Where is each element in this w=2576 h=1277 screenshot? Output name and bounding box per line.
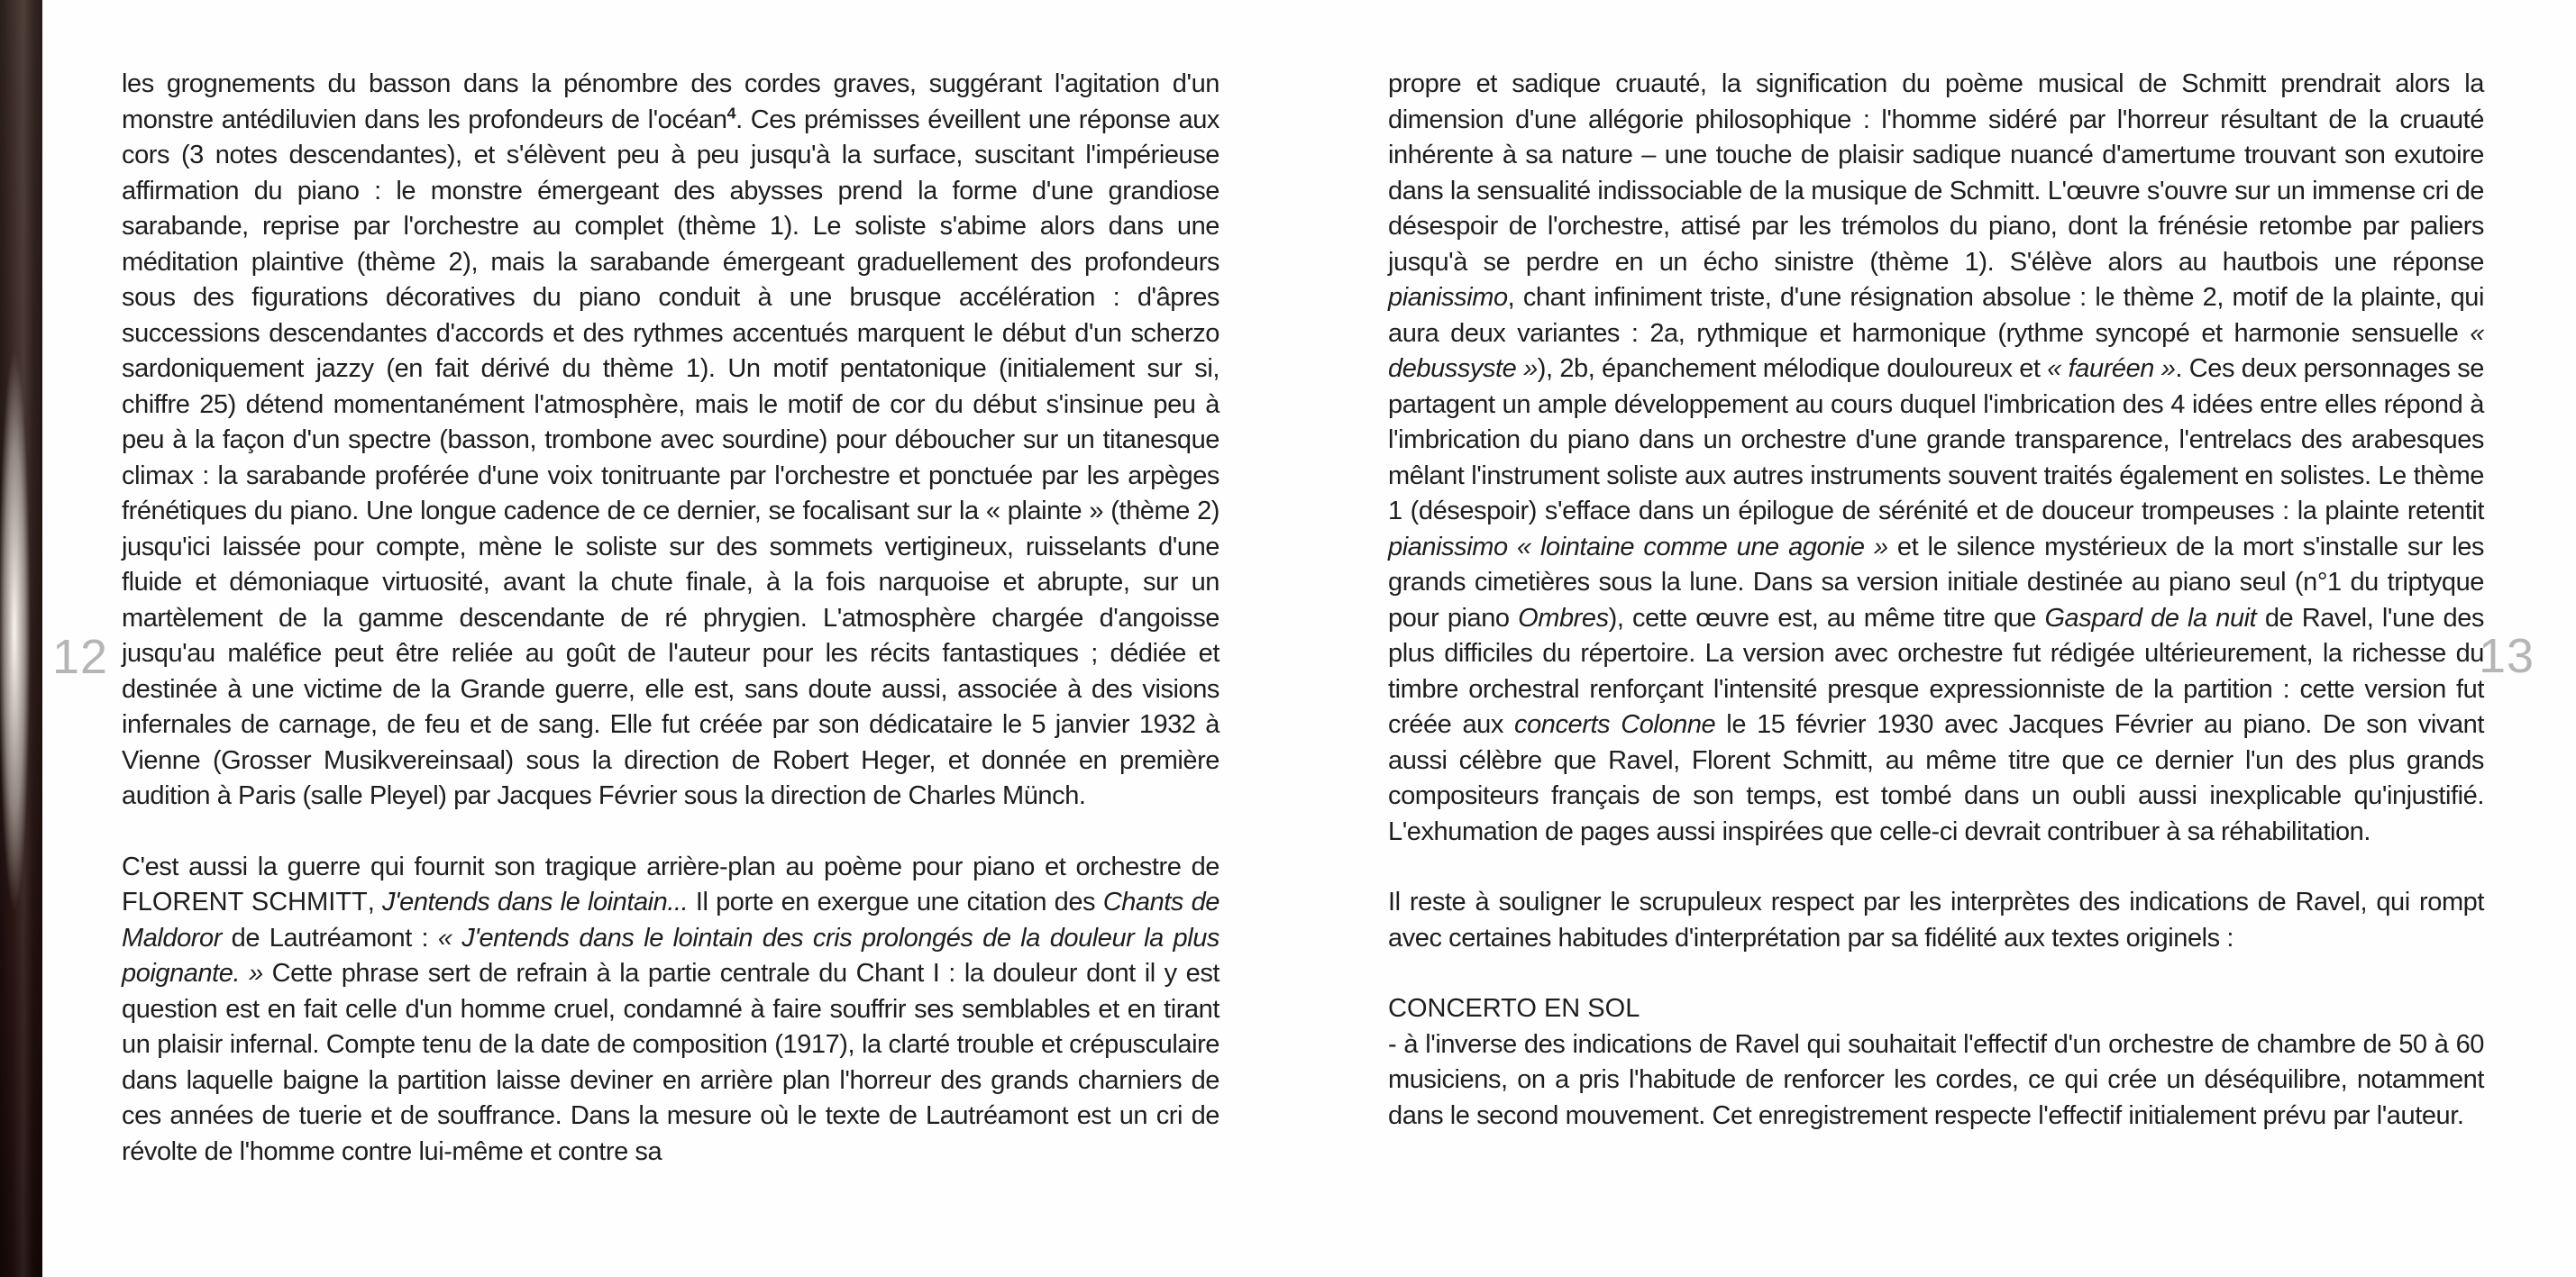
text-segment: le 15 février 1930 avec Jacques Février au piano. De son vivant aussi célèbre que Ravel, Florent Schmitt, au même titre que ce dernier l'un des plus grands compositeurs français de son temps, est tombé dans un oubli aussi inexplicable qu'injustifié. L'exhumation de pages aussi inspirées que celle-ci devrait contribuer à sa réhabilitation.: [1388, 710, 2484, 846]
page-number-left: 12: [52, 630, 109, 684]
text-segment: . Ces prémisses éveillent une réponse aux cors (3 notes descendantes), et s'élèvent peu à peu jusqu'à la surface, suscitant l'impérieuse affirmation du piano : le monstre émergeant des abysses prend la forme d'une grandiose sarabande, reprise par l'orchestre au complet (thème 1). Le soliste s'abime alors dans une méditation plaintive (thème 2), mais la sarabande émergeant graduellement des profondeurs sous des figurations décoratives du piano conduit à une brusque accélération : d'âpres successions descendantes d'accords et des rythmes accentués marquent le début d'un scherzo sardoniquement jazzy (en fait dérivé du thème 1). Un motif pentatonique (initialement sur si, chiffre 25) détend momentanément l'atmosphère, mais le motif de cor du début s'insinue peu à peu à la façon d'un spectre (basson, trombone avec sourdine) pour déboucher sur un titanesque climax : la sarabande proférée d'une voix tonitruante par l'orchestre et ponctuée par les arpèges frénétiques du piano. Une longue cadence de ce dernier, se focalisant sur la « plainte » (thème 2) jusqu'ici laissée pour compte, mène le soliste sur des sommets vertigineux, ruisselants d'une fluide et démoniaque virtuosité, avant la chute finale, à la fois narquoise et abrupte, sur un martèlement de la gamme descendante de ré phrygien. L'atmosphère chargée d'angoisse jusqu'au maléfice peut être reliée au goût de l'auteur pour les récits fantastiques ; dédiée et destinée à une victime de la Grande guerre, elle est, sans doute aussi, associée à des visions infernales de carnage, de feu et de sang. Elle fut créée par son dédicataire le 5 janvier 1932 à Vienne (Grosser Musikvereinsaal) sous la direction de Robert Heger, et donnée en première audition à Paris (salle Pleyel) par Jacques Février sous la direction de Charles Münch.: [122, 105, 1219, 810]
book-spine-edge: [0, 0, 42, 1277]
right-page-text-column: [1388, 67, 2484, 1134]
paragraph: [1388, 1027, 2484, 1135]
paragraph: [1388, 885, 2484, 956]
paragraph: [1388, 67, 2484, 850]
text-segment: propre et sadique cruauté, la signification du poème musical de Schmitt prendrait alors la dimension d'une allégorie philosophique : l'homme sidéré par l'horreur résultant de la cruauté inhérente à sa nature – une touche de plaisir sadique nuancé d'amertume trouvant son exutoire dans la sensualité indissociable de la musique de Schmitt. L'œuvre s'ouvre sur un immense cri de désespoir de l'orchestre, attisé par les trémolos du piano, dont la frénésie retombe par paliers jusqu'à se perdre en un écho sinistre (thème 1). S'élève alors au hautbois une réponse: [1388, 69, 2484, 277]
text-segment: - à l'inverse des indications de Ravel qui souhaitait l'effectif d'un orchestre de chambre de 50 à 60 musiciens, on a pris l'habitude de renforcer les cordes, ce qui crée un déséquilibre, notamment dans le second mouvement. Cet enregistrement respecte l'effectif initialement prévu par l'auteur.: [1388, 1029, 2484, 1130]
text-segment: Il reste à souligner le scrupuleux respect par les interprètes des indications de Ravel, qui rompt avec certaines habitudes d'interprétation par sa fidélité aux textes originels :: [1388, 888, 2484, 953]
text-segment: pianissimo « lointaine comme une agonie »: [1388, 532, 1888, 561]
text-segment: ,: [367, 888, 382, 917]
text-segment: les grognements du basson dans la pénombre des cordes graves, suggérant l'agitation d'un monstre antédiluvien dans les profondeurs de l'océan: [122, 69, 1219, 134]
text-segment: . Ces deux personnages se partagent un ample développement au cours duquel l'imbrication des 4 idées entre elles répond à l'imbrication du piano dans un orchestre d'une grande transparence, l'entrelacs des arabesques mêlant l'instrument soliste aux autres instruments souvent traités également en solistes. Le thème 1 (désespoir) s'efface dans un épilogue de sérénité et de douceur trompeuses : la plainte retentit: [1388, 354, 2484, 525]
text-segment: Ombres: [1518, 603, 1609, 633]
text-segment: pianissimo: [1388, 283, 1508, 312]
text-segment: concerts Colonne: [1514, 710, 1716, 739]
text-segment: Il porte en exergue une citation des: [688, 888, 1103, 917]
text-segment: ), 2b, épanchement mélodique douloureux et: [1537, 354, 2048, 383]
left-page-text-column: [122, 67, 1219, 1170]
section-heading: [1388, 991, 2484, 1027]
text-segment: de Lautréamont :: [221, 923, 438, 953]
page-number-right: 13: [2479, 629, 2535, 683]
text-segment: Chants de Maldoror: [122, 888, 1219, 953]
text-segment: CONCERTO EN SOL: [1388, 994, 1640, 1023]
text-segment: , chant infiniment triste, d'une résignation absolue : le thème 2, motif de la plainte, qui aura deux variantes : 2a, rythmique et harmonique (rythme syncopé et harmonie sensuelle: [1388, 283, 2484, 348]
text-segment: ), cette œuvre est, au même titre que: [1608, 603, 2045, 633]
footnote-reference: 4: [726, 103, 736, 122]
text-segment: C'est aussi la guerre qui fournit son tragique arrière-plan au poème pour piano et orchestre de: [122, 852, 1219, 881]
text-segment: et le silence mystérieux de la mort s'installe sur les grands cimetières sous la lune. Dans sa version initiale destinée au piano seul (n°1 du triptyque pour piano: [1388, 532, 2484, 633]
text-segment: Gaspard de la nuit: [2044, 603, 2257, 633]
text-segment: Cette phrase sert de refrain à la partie centrale du Chant I : la douleur dont il y est question est en fait celle d'un homme cruel, condamné à faire souffrir ses semblables et en tirant un plaisir infernal. Compte tenu de la date de composition (1917), la clarté trouble et crépusculaire dans laquelle baigne la partition laisse deviner en arrière plan l'horreur des grands charniers de ces années de tuerie et de souffrance. Dans la mesure où le texte de Lautréamont est un cri de révolte de l'homme contre lui-même et contre sa: [122, 959, 1220, 1166]
text-segment: « debussyste »: [1388, 318, 2484, 383]
text-segment: « J'entends dans le lointain des cris prolongés de la douleur la plus poignante. »: [122, 923, 1219, 988]
paragraph: [122, 67, 1219, 815]
text-segment: « fauréen »: [2047, 354, 2176, 383]
text-segment: J'entends dans le lointain...: [381, 888, 689, 917]
paragraph: [122, 850, 1219, 1171]
text-segment: FLORENT SCHMITT: [122, 888, 368, 917]
text-segment: de Ravel, l'une des plus difficiles du répertoire. La version avec orchestre fut rédigée ultérieurement, la richesse du timbre orchestral renforçant l'intensité presque expressionniste de la partition : cette version fut créée aux: [1388, 603, 2484, 739]
